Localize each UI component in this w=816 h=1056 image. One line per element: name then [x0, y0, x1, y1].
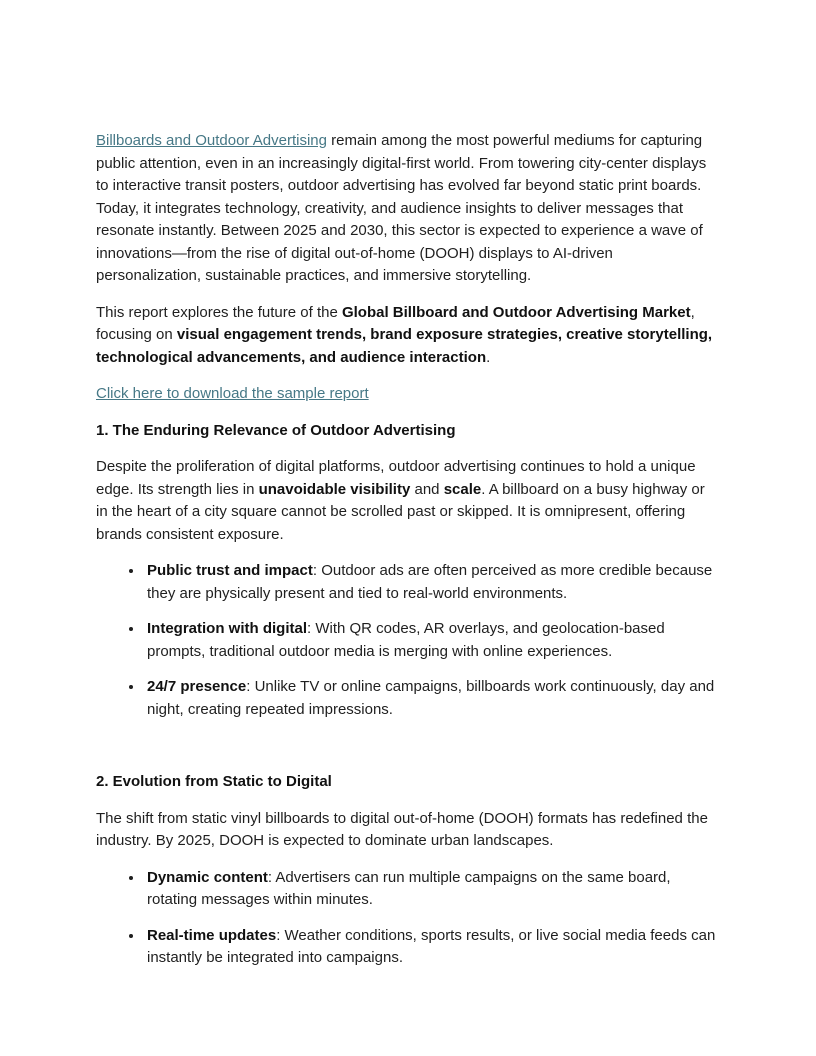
bullet-text: : Outdoor ads are often perceived as more credible because they are physically present and tied to real-world environments.: [147, 562, 713, 602]
section2-heading: 2. Evolution from Static to Digital: [96, 773, 332, 790]
list-item: [144, 867, 720, 912]
report-market-bold: Global Billboard and Outdoor Advertising Market: [341, 303, 691, 321]
list-item: [144, 560, 720, 605]
bullet-lead: 24/7 presence: [147, 678, 247, 695]
download-sample-report-link[interactable]: Click here to download the sample report: [96, 385, 369, 402]
bullet-text: : With QR codes, AR overlays, and geolocation-based prompts, traditional outdoor media is merging with online experiences.: [147, 620, 665, 660]
bullet-lead: Dynamic content: [147, 868, 268, 886]
report-focus-bold: visual engagement trends, brand exposure strategies, creative storytelling, technological advancements, and audience interaction: [96, 326, 713, 366]
section-spacer: [96, 735, 720, 771]
section1-bullet-list: [96, 560, 720, 721]
section2-text: The shift from static vinyl billboards to digital out-of-home (DOOH) formats has redefined the industry. By 2025, DOOH is expected to dominate urban landscapes.: [96, 809, 708, 849]
bullet-lead: Public trust and impact: [147, 562, 313, 579]
section1-bold-scale: scale: [443, 480, 482, 498]
section1-text-1: Despite the proliferation of digital platforms, outdoor advertising continues to hold a unique edge. Its strength lies in: [96, 458, 696, 498]
list-item: [144, 925, 720, 970]
report-text-1: This report explores the future of the: [96, 303, 342, 321]
section1-heading: 1. The Enduring Relevance of Outdoor Advertising: [96, 421, 456, 439]
list-item: [144, 676, 720, 721]
report-text-3: .: [486, 348, 491, 366]
bullet-text: : Weather conditions, sports results, or live social media feeds can instantly be integrated into campaigns.: [147, 926, 716, 966]
section1-text-2: and: [410, 480, 444, 498]
section2-bullet-list: [96, 867, 720, 970]
intro-text: remain among the most powerful mediums for capturing public attention, even in an increasingly digital-first world. From towering city-center displays to interactive transit posters, outdoor advertising has evolved far beyond static print boards. Today, it integrates technology, creativity, and audience insights to deliver messages that resonate instantly. Between 2025 and 2030, this sector is expected to experience a wave of innovations—from the rise of digital out-of-home (DOOH) displays to AI-driven personalization, sustainable practices, and immersive storytelling.: [96, 132, 707, 284]
bullet-text: : Unlike TV or online campaigns, billboards work continuously, day and night, creating repeated impressions.: [147, 678, 715, 718]
report-scope-paragraph: [96, 302, 720, 370]
section1-text-3: . A billboard on a busy highway or in the heart of a city square cannot be scrolled past or skipped. It is omnipresent, offering brands consistent exposure.: [96, 480, 705, 543]
section1-bold-visibility: unavoidable visibility: [258, 480, 411, 498]
list-item: [144, 618, 720, 663]
section2-paragraph: [96, 808, 720, 853]
section1-paragraph: [96, 456, 720, 546]
bullet-lead: Integration with digital: [147, 620, 307, 637]
intro-paragraph: [96, 130, 720, 288]
download-paragraph: [96, 383, 720, 406]
bullet-lead: Real-time updates: [147, 926, 277, 944]
billboards-advertising-link[interactable]: Billboards and Outdoor Advertising: [96, 132, 327, 149]
report-text-2: , focusing on: [96, 303, 695, 343]
bullet-text: : Advertisers can run multiple campaigns on the same board, rotating messages within minutes.: [147, 868, 671, 908]
